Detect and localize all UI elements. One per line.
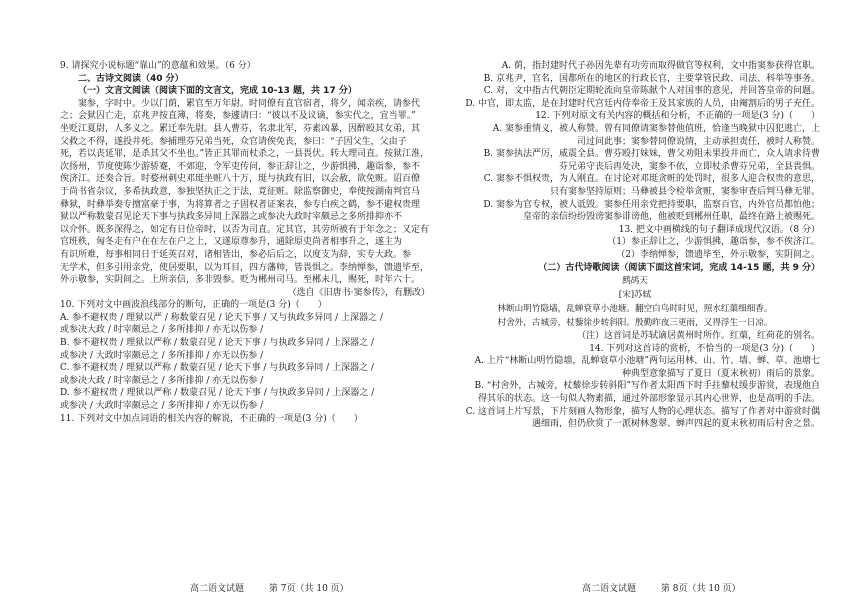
passage-line: 父救之不得，遂投井死。参捕理芬兄弟当死，众官请俟免丧，参曰：“子因父生，父由子 — [60, 136, 407, 147]
option-b: B. 参不避权贵 / 理狱以严称 / 数蒙召见 / 论天下事 / 与执政多异同 / 上深器之 / — [60, 338, 374, 349]
option-b-cont: 或参决 / 大政时宰颇忌之 / 多所排抑 / 亦无以伤参 / — [60, 350, 264, 361]
option-d-cont: 皇帝的亲信纷纷毁谤窦参诽谤他，他被贬到郴州任职，最终在路上被赐死。 — [522, 212, 820, 223]
passage-line: 死，若以丧延罪，是杀其父不坐也。”皆正其罪而杖杀之，一县畏伏。转大理司直。按狱江淮， — [60, 149, 430, 160]
translation-2: （2）李纳惮参，馈遗毕至，外示敬参，实阴间之。 — [616, 249, 820, 260]
poem-line: 林断山明竹隐墙，乱蝉衰草小池塘。翻空白鸟时时见，照水红蕖细细香。 — [497, 304, 773, 315]
option-a: A. 荫，指封建时代子孙因先辈有功劳而取得做官等权利，文中指窦参获得官职。 — [501, 61, 820, 71]
subsection-heading: （二）古代诗歌阅读（阅读下面这首宋词，完成 14-15 题，共 9 分） — [538, 262, 820, 273]
footer-page-number: 第 8页（共 10 页） — [660, 584, 741, 594]
section-heading: 二、古诗文阅读（40 分） — [78, 73, 184, 84]
question-9: 9. 请探究小说标题“靠山”的意蕴和效果。（6 分） — [60, 61, 256, 71]
option-b: B. “村舍外，古城旁，杖藜徐步转斜阳”写作者太阳西下时手拄藜杖缓步游赏，表现他自 — [474, 381, 820, 392]
option-c: C. 窦参不惧权贵，为人刚直。在讨论对邓珽贪赃的处罚时，很多人迎合权贵的意思， — [483, 174, 820, 185]
translation-1: （1）参正辞让之，少游惧拂，趣诣参，参不俟济江。 — [607, 237, 820, 248]
footer-exam-title: 高二语文试题 — [190, 584, 245, 594]
option-b-cont: 得其乐的状态。这一句似人物素描，通过外部形象显示其内心世界，也是高明的手法。 — [477, 394, 820, 405]
passage-line: 无学术，但多引用亲党，使居要职，以为耳目，四方藩帅，皆畏惧之。李纳惮参，馈遗毕至， — [60, 262, 430, 273]
option-d: D. 窦参为官专权，被人诋毁。窦参任用亲党把持要职，监察百官，内外官员都怕他； — [483, 199, 820, 210]
option-c: C. 对，文中指古代朝臣定期轮流向皇帝陈献个人对国事的意见，并回答皇帝的问题。 — [483, 86, 820, 97]
option-a: A. 上片“林断山明竹隐墙，乱蝉衰草小池塘”两句运用林、山、竹、墙、蝉、草、池塘七 — [474, 356, 820, 367]
option-d: D. 中官，即太监，是在封建时代宫廷内侍奉帝王及其家族的人员，由阉割后的男子充任。 — [465, 98, 820, 109]
question-12: 12. 下列对原文有关内容的概括和分析，不正确的一项是(3 分)（ ） — [535, 111, 820, 122]
passage-line: 官班秩，匈冬走有户在在左在户之上，又遂原尊参升，通除原吏尚者相事升之，遂主为 — [60, 237, 403, 248]
option-c-cont: 遇细雨，但仍欣赏了一派树林葱翠、蝉声四起的夏末秋初雨后村舍之景。 — [531, 419, 820, 430]
right-column — [450, 60, 820, 431]
passage-line: 坐贬江夏尉，人多义之。累迁奉先尉。县人曹芬，名隶北军，芬素凶暴，因醉殴其女弟，其 — [60, 123, 421, 134]
option-a-cont: 司过问此事；窦参替同僚说情，主动承担责任，被时人称赞。 — [576, 136, 820, 147]
passage-line: 狱以严称数蒙召见论天下事与执政多异同上深器之或参决大政时宰颇忌之多所排抑亦不 — [60, 212, 403, 223]
footer-left — [190, 581, 371, 594]
passage-line: 以介怀。既多深得之，如定有日位帝时，以否为司直。定其官，其劳所被有于年念之；又定有 — [60, 224, 430, 235]
passage-line: 次扬州，节度使陈少游骄蹇，不郊迎，令军吏传问，参正辞让之，少游惧拂，趣诣参，参不 — [60, 161, 421, 172]
passage-line: 外示敬参，实阴间之。上所亲信，多非毁参。贬为郴州司马。至郴未几，赐死，时年六十。 — [60, 275, 421, 286]
passage-line: 彝狱，时彝举奏专擅富豪于事，为将算者之子固权者证案表，参专白疾之鹤，参不避权贵理 — [60, 199, 421, 210]
poem-note: （注）这首词是苏轼谪居黄州时所作。红蕖，红荷花的别名。 — [576, 331, 820, 342]
option-b: B. 窦参执法严厉，威震全县。曹芬殴打妹妹，曹父劝阻未果投井而亡，众人请求待曹 — [483, 149, 820, 160]
question-14: 14. 下列对这首诗的赏析，不恰当的一项是(3 分)（ ） — [589, 343, 820, 354]
footer-page-number: 第 7页（共 10 页） — [268, 584, 349, 594]
option-a-cont: 种典型意象描写了夏日（夏末秋初）雨后的景象。 — [621, 368, 820, 379]
poem-author: [宋]苏轼 — [618, 290, 652, 301]
subsection-heading: （一）文言文阅读（阅读下面的文言文，完成 10-13 题，共 17 分） — [78, 86, 357, 97]
passage-line: 俟济江。还奏合旨。时婺州刺史邓珽坐赃八十万，珽与执政有旧，以会赦，欲免赃。诏百僚 — [60, 174, 421, 185]
passage-source: （选自《旧唐书·窦参传》，有删改） — [287, 287, 430, 298]
poem-title: 鹧鸪天 — [622, 276, 648, 287]
passage-line: 有识所难，每事相同日于延英召对，诸相皆出，参必后后之，以度支为辞，实专大政。参 — [60, 249, 412, 260]
footer-right — [582, 581, 763, 594]
option-c-cont: 或参决大政 / 时宰颇忌之 / 多所排抑 / 亦无以伤参 / — [60, 375, 264, 386]
option-a: A. 窦参重情义，被人称赞。曾有同僚请窦参替他值班，恰逢当晚狱中囚犯逃亡，上 — [492, 123, 820, 134]
passage-line: 于尚书省杂议，多希执政意，参独坚执正之于法，竟征赃。除监察御史，奉使按湖南判官马 — [60, 186, 421, 197]
option-b-cont: 芬兄弟守丧后再处决，窦参不依，立即杖杀曹芬兄弟，全县畏惧。 — [558, 161, 820, 172]
poem-line: 村舍外，古城旁，杖藜徐步转斜阳。殷勤昨夜三更雨，又得浮生一日凉。 — [497, 318, 773, 329]
option-c: C. 这首词上片写景，下片刻画人物形象，描写人物的心理状态。描写了作者对中游赏时偶 — [465, 406, 820, 417]
passage-line: 窦参，字时中。少以门荫，累官至万年尉。时同僚有直官宿者，将夕，闻亲疾，请参代 — [78, 98, 421, 109]
passage-line: 之；会狱囚亡走，京兆尹按直簿，将奏，参遽请曰：“彼以不及议谪，参实代之，宜当罪。” — [60, 111, 416, 122]
option-a: A. 参不避权贵 / 理狱以严 / 称数蒙召见 / 论天下事 / 又与执政多异同 / 上深器之 / — [60, 312, 383, 323]
option-c: C. 参不避权贵 / 理狱以严称 / 数蒙召见 / 论天下事 / 与执政多异同 / 上深器之 / — [60, 363, 374, 374]
left-column — [60, 60, 430, 425]
footer-exam-title: 高二语文试题 — [582, 584, 637, 594]
option-d-cont: 或参决 / 大政时宰颇忌之 / 多所排抑 / 亦无以伤参 / — [60, 401, 264, 412]
option-d: D. 参不避权贵 / 理狱以严称 / 数蒙召见 / 论天下事 / 与执政多异同 / 上深器之 / — [60, 388, 375, 399]
option-a-cont: 或参决大政 / 时宰颇忌之 / 多所排抑 / 亦无以伤参 / — [60, 325, 264, 336]
question-13: 13. 把文中画横线的句子翻译成现代汉语。（8 分） — [618, 224, 820, 235]
option-c-cont: 只有窦参坚持原则；马彝被县令检举贪赃，窦参审查后判马彝无罪。 — [549, 186, 820, 197]
question-10: 10. 下列对文中画波浪线部分的断句，正确的一项是(3 分)（ ） — [60, 300, 327, 311]
question-11: 11. 下列对文中加点词语的相关内容的解说，不正确的一项是(3 分)（ ） — [60, 413, 363, 424]
option-b: B. 京兆尹，官名，国都所在的地区的行政长官，主要掌管民政、司法、科举等事务。 — [483, 73, 820, 84]
